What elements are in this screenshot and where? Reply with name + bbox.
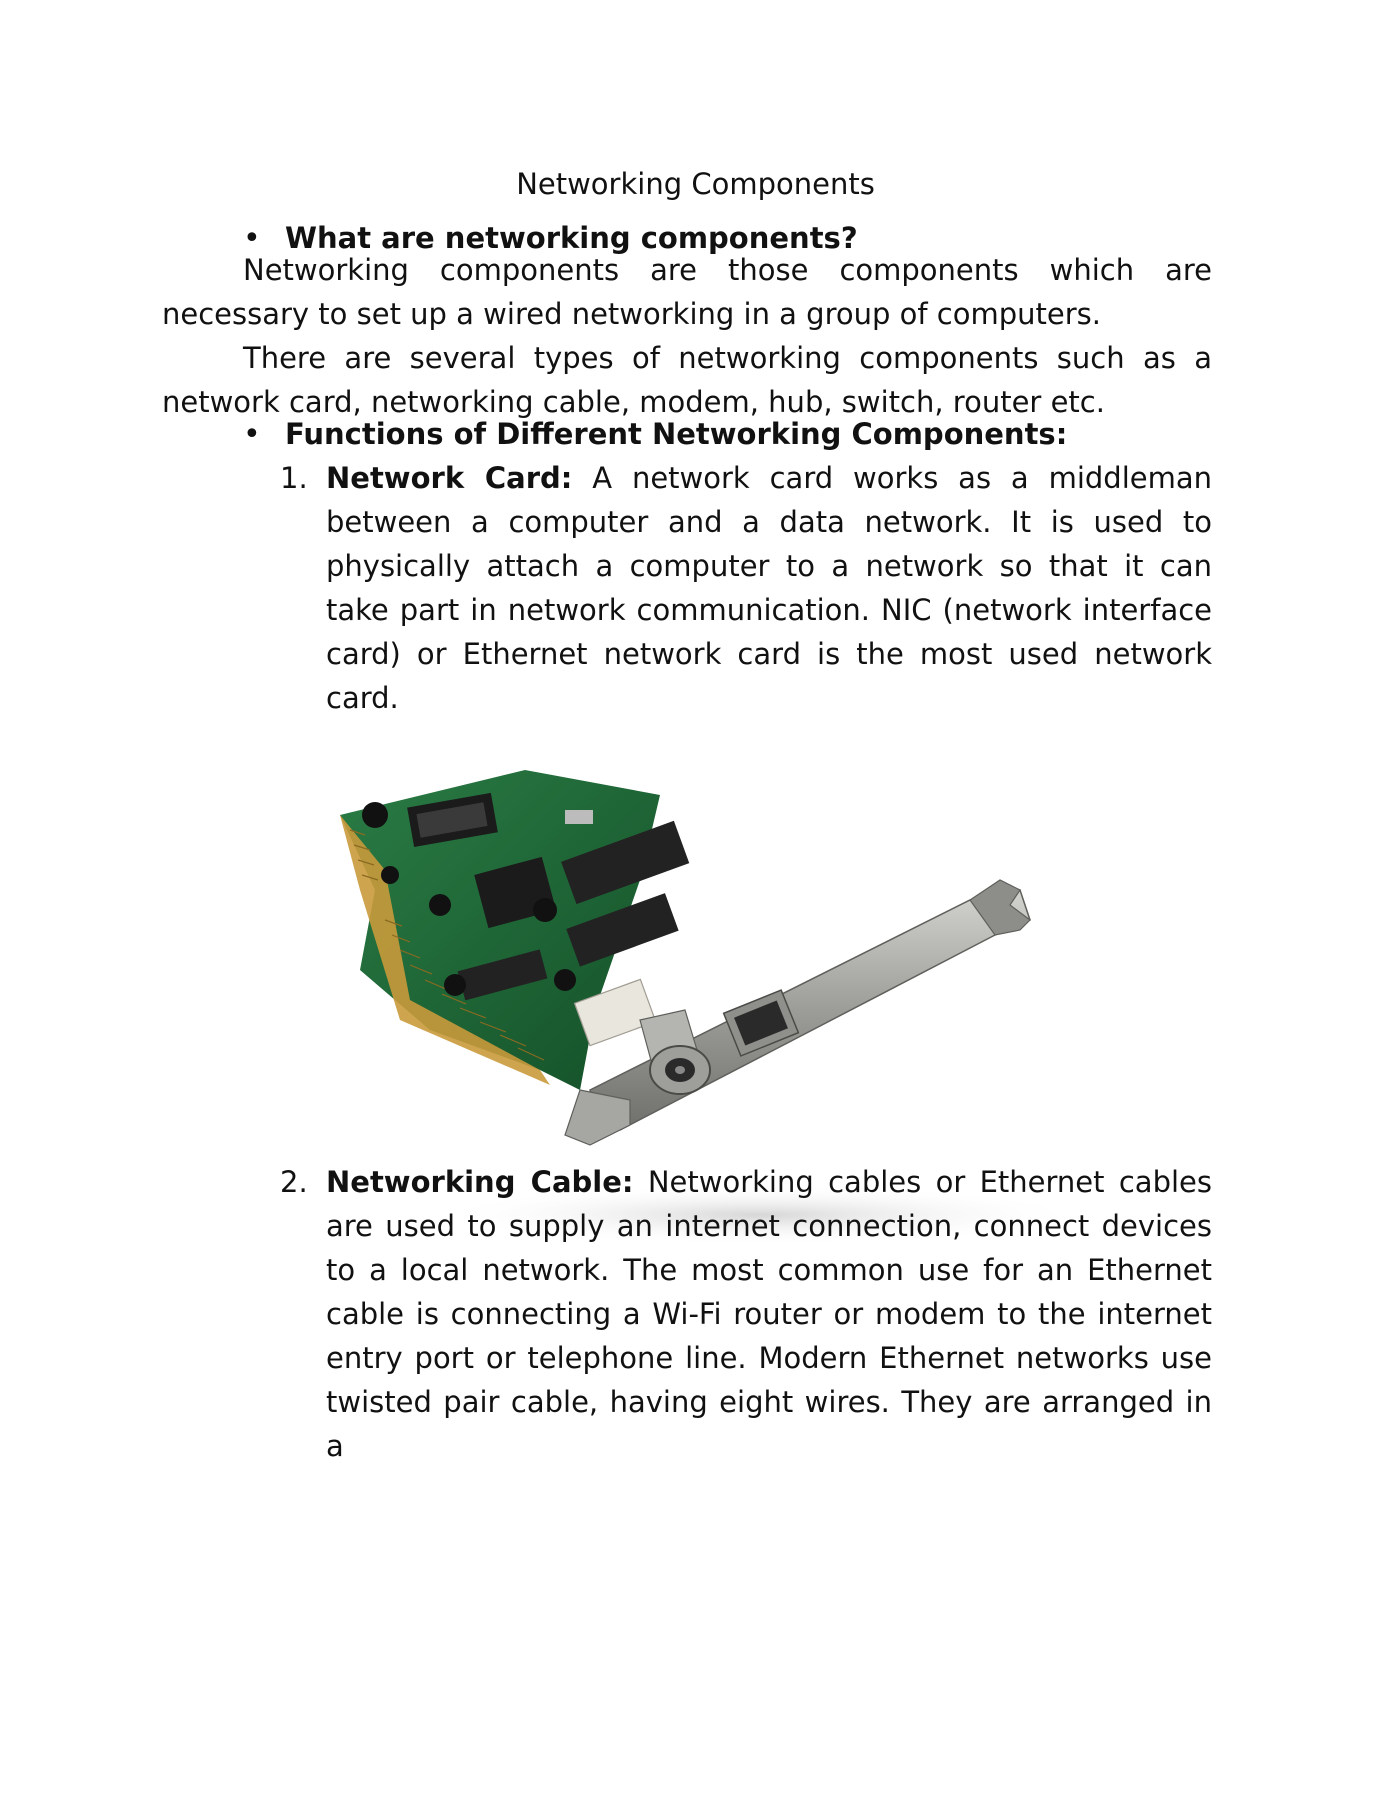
bullet-dot-icon: • (243, 417, 261, 452)
bullet-heading: What are networking components? (285, 221, 858, 255)
list-item-body (326, 1160, 1212, 1468)
list-item-text: Networking cables or Ethernet cables are used to supply an internet connection, connect devices to a local network. The most common use for an Ethernet cable is connecting a Wi-Fi router or modem to the internet entry port or telephone line. Modern Ethernet networks use twisted pair cable, having eight wires. They are arranged in a (326, 1165, 1212, 1463)
list-item-networking-cable (280, 1160, 1212, 1468)
list-item-network-card (280, 456, 1212, 720)
bullet-dot-icon: • (243, 221, 261, 256)
page-title: Networking Components (516, 167, 875, 201)
list-item-heading: Networking Cable: (326, 1165, 634, 1199)
bullet-functions (243, 412, 1067, 457)
paragraph-definition: Networking components are those components which are necessary to set up a wired networking in a group of computers. (162, 253, 1212, 331)
list-item-number: 2. (280, 1165, 308, 1199)
bullet-heading: Functions of Different Networking Components: (285, 417, 1068, 451)
list-item-heading: Network Card: (326, 461, 573, 495)
paragraph-types: There are several types of networking components such as a network card, networking cable, modem, hub, switch, router etc. (162, 341, 1212, 419)
list-item-text: A network card works as a middleman between a computer and a data network. It is used to physically attach a computer to a network so that it can take part in network communication. NIC (network interface card) or Ethernet network card is the most used network card. (326, 461, 1212, 715)
list-item-number: 1. (280, 461, 308, 495)
list-item-body (326, 456, 1212, 720)
